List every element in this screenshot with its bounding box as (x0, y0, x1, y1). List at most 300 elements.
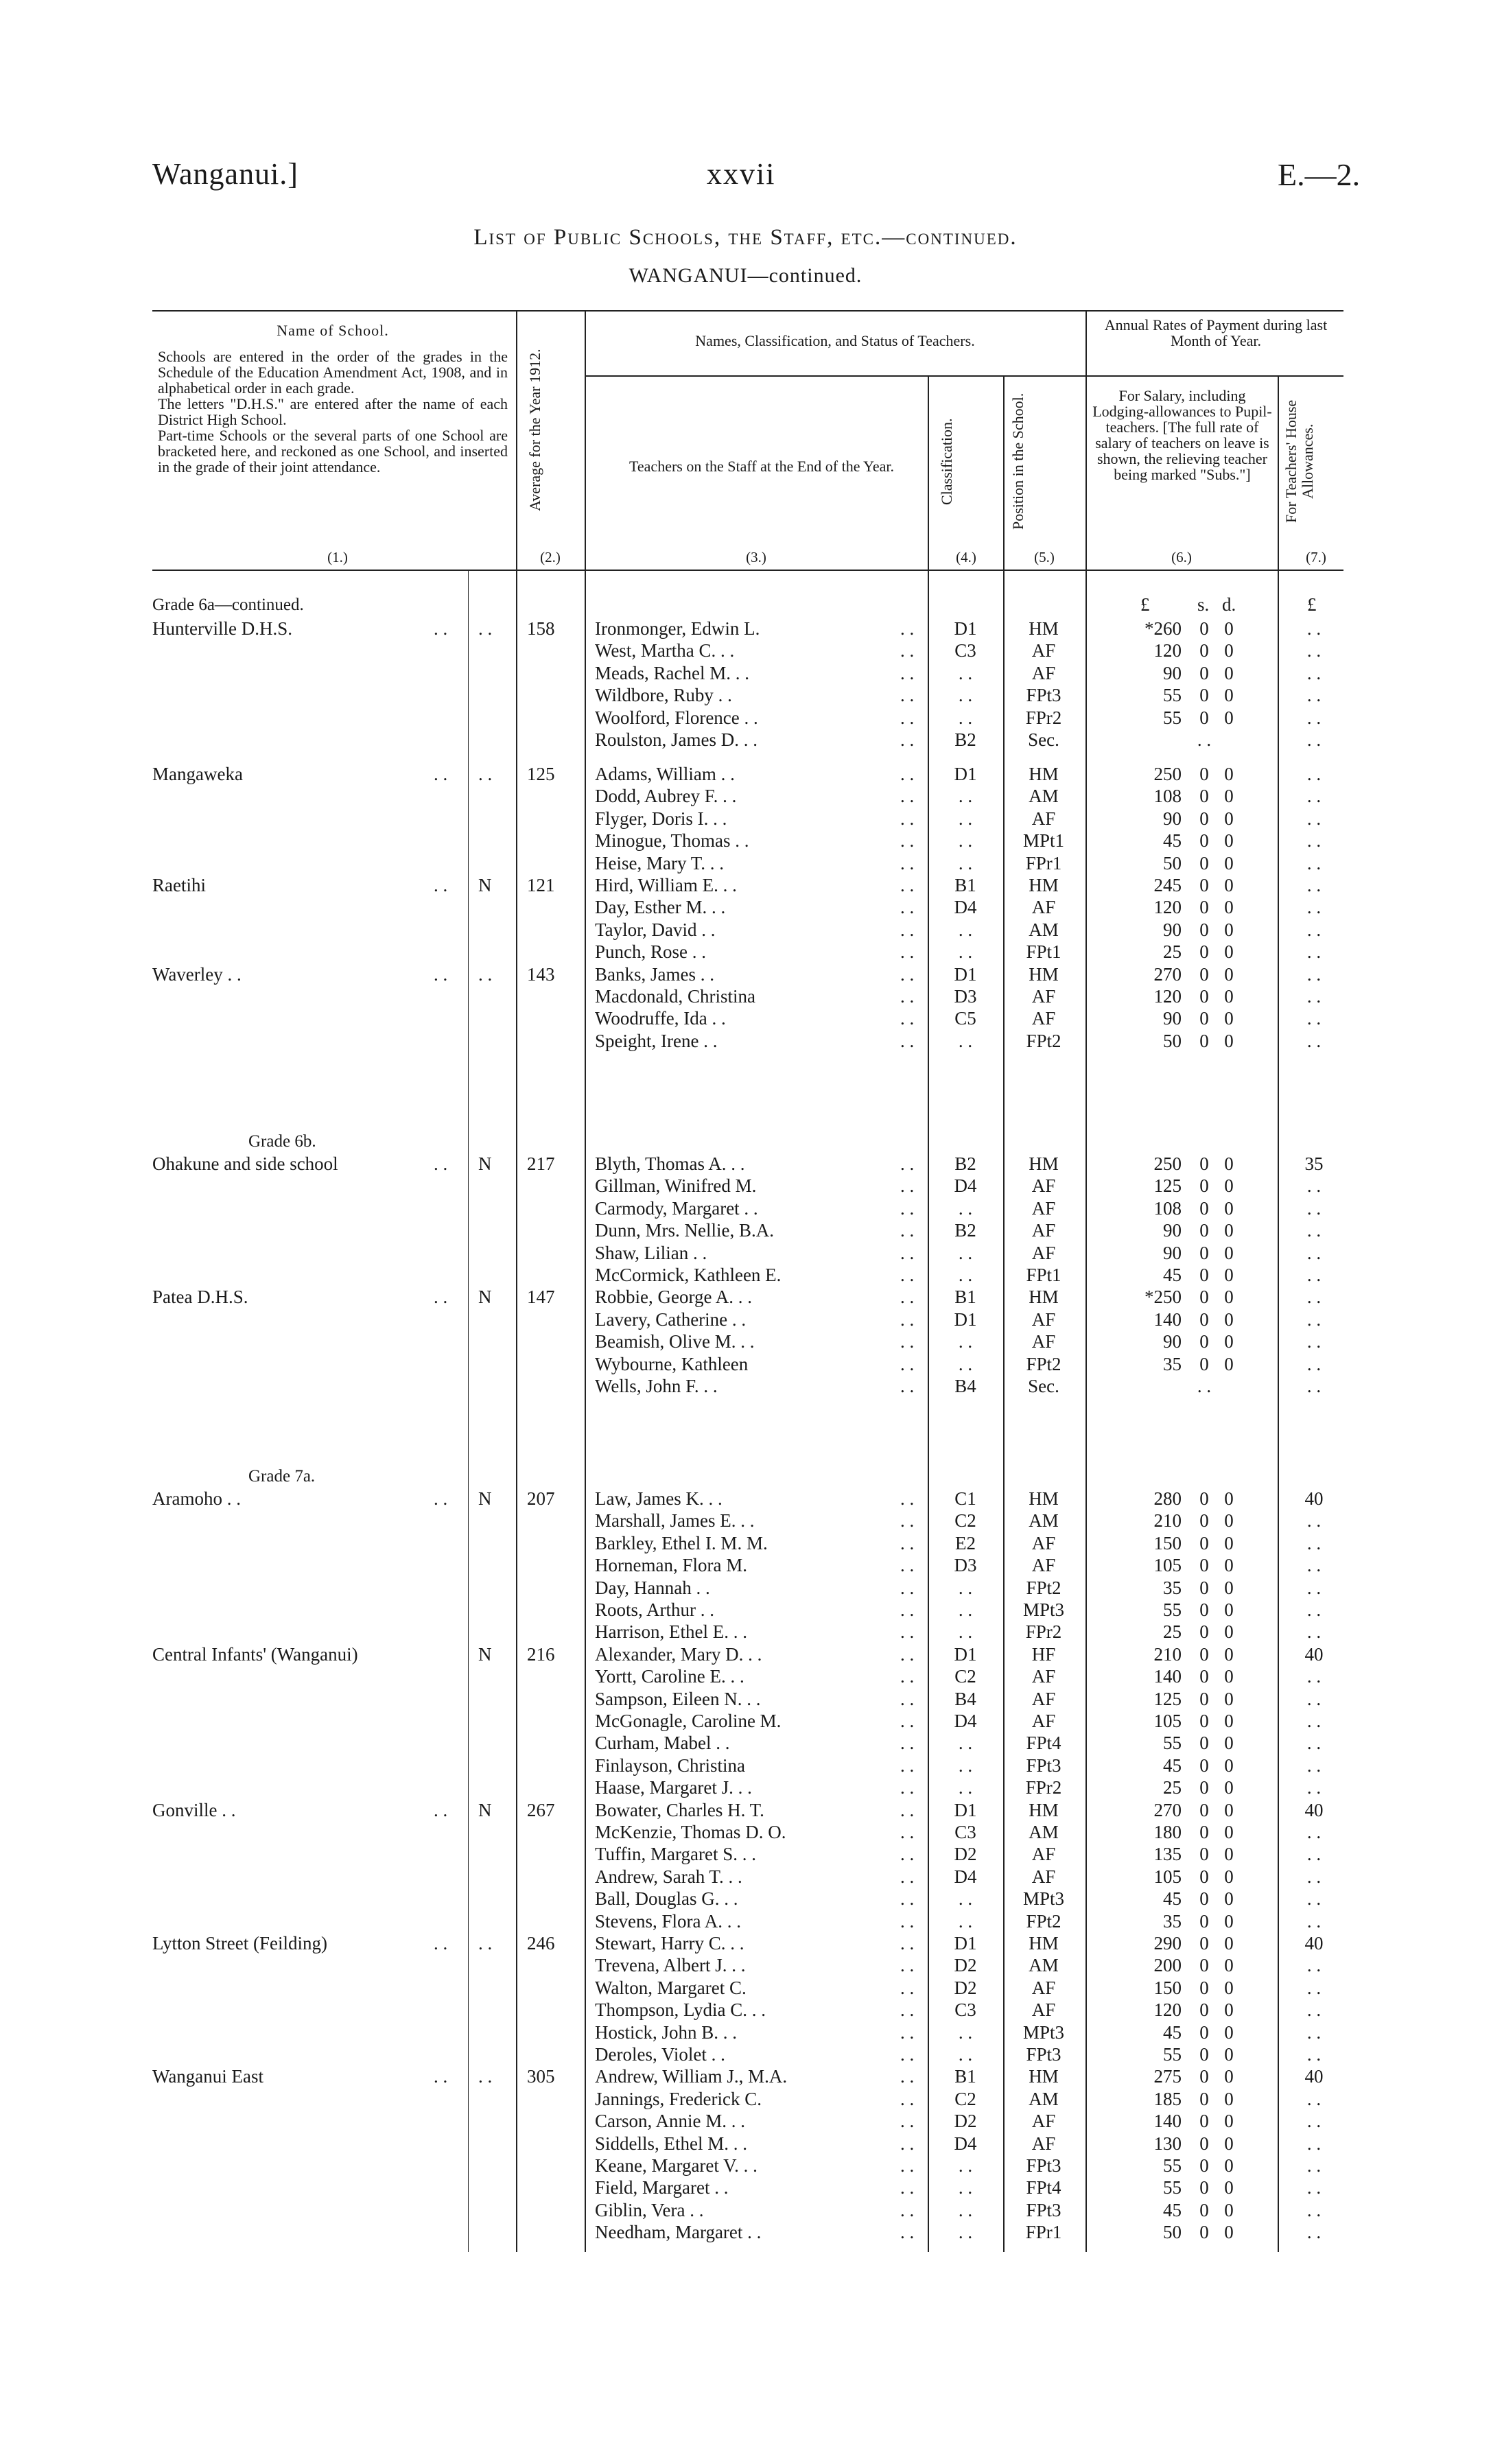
salary-shillings: 0 (1199, 1220, 1209, 1241)
teacher-name: Robbie, George A. . . (595, 1287, 752, 1308)
salary-shillings: 0 (1199, 1242, 1209, 1263)
house-allowance: 40 (1304, 1799, 1324, 1820)
salary-pounds: 25 (1163, 941, 1182, 963)
salary-pounds: 120 (1153, 986, 1182, 1007)
house-allowance: . . (1306, 1510, 1322, 1532)
salary-pence: 0 (1224, 1666, 1234, 1687)
leader-dots: . . (900, 852, 915, 873)
page-title: List of Public Schools, the Staff, etc.—continued. (473, 225, 1018, 250)
salary-pence: 0 (1224, 1688, 1234, 1709)
salary-pounds: 45 (1163, 1888, 1182, 1910)
teacher-name: McCormick, Kathleen E. (595, 1265, 782, 1285)
classification: . . (958, 1353, 973, 1374)
table-row (0, 2199, 1491, 2221)
average-attendance: 147 (527, 1287, 555, 1308)
table-row (0, 896, 1491, 918)
salary-pounds: 55 (1163, 2044, 1182, 2065)
table-row (0, 852, 1491, 874)
average-attendance: 217 (527, 1153, 555, 1174)
classification: E2 (955, 1532, 976, 1553)
table-row (0, 808, 1491, 830)
position: AF (1031, 1242, 1056, 1263)
salary-shillings: 0 (1199, 1866, 1209, 1887)
house-allowance: . . (1306, 1309, 1322, 1330)
leader-dots: . . (900, 2222, 915, 2243)
leader-dots: . . (900, 1733, 915, 1754)
col3-heading: Teachers on the Staff at the End of the Year. (629, 458, 894, 475)
position: FPt2 (1026, 1910, 1061, 1932)
classification: B2 (954, 729, 976, 750)
table-row (0, 729, 1491, 751)
salary-pounds: 210 (1153, 1643, 1182, 1665)
salary-pence: 0 (1224, 875, 1234, 895)
salary-shillings: 0 (1199, 2222, 1209, 2243)
salary-pence: 0 (1224, 2088, 1234, 2109)
house-allowance: . . (1306, 1666, 1322, 1687)
school-name: Aramoho . . (152, 1488, 241, 1509)
house-allowance: . . (1306, 1688, 1322, 1709)
leader-dots: . . (434, 618, 448, 639)
classification: D4 (954, 1711, 977, 1731)
position: MPt3 (1022, 1599, 1065, 1620)
leader-dots: . . (900, 1888, 915, 1910)
average-attendance: 143 (527, 963, 555, 985)
leader-dots: . . (900, 1488, 915, 1509)
leader-dots: . . (434, 764, 448, 784)
house-allowance: . . (1306, 1777, 1322, 1798)
salary-pence: 0 (1224, 1242, 1234, 1263)
classification: . . (958, 852, 973, 873)
salary-pounds: 35 (1163, 1353, 1182, 1374)
salary-shillings: 0 (1199, 941, 1209, 963)
teacher-name: Law, James K. . . (595, 1488, 723, 1509)
teacher-name: Shaw, Lilian . . (595, 1242, 707, 1263)
joint-marker: . . (478, 764, 493, 784)
table-row (0, 1219, 1491, 1241)
table-row (0, 941, 1491, 963)
table-row (0, 707, 1491, 729)
leader-dots: . . (900, 1755, 915, 1776)
leader-dots: . . (900, 618, 915, 639)
teacher-name: Day, Esther M. . . (595, 897, 726, 918)
position: AF (1031, 1175, 1056, 1197)
position: Sec. (1028, 729, 1059, 750)
salary-shillings: 0 (1199, 1331, 1209, 1352)
house-allowance: . . (1306, 1822, 1322, 1842)
position: FPt1 (1026, 941, 1061, 963)
salary-shillings: 0 (1199, 986, 1209, 1007)
salary-pounds: 120 (1153, 1999, 1182, 2021)
house-allowance: . . (1306, 786, 1322, 807)
teacher-name: Ironmonger, Edwin L. (595, 618, 760, 639)
classification: D3 (954, 986, 977, 1007)
leader-dots: . . (900, 963, 915, 985)
table-row (0, 1932, 1491, 1954)
teacher-name: Flyger, Doris I. . . (595, 808, 727, 829)
house-allowance: . . (1306, 1733, 1322, 1754)
salary-pounds: 35 (1163, 1910, 1182, 1932)
classification: B1 (954, 1287, 976, 1308)
leader-dots: . . (900, 1030, 915, 1051)
house-allowance: . . (1306, 2111, 1322, 2132)
position: AF (1031, 808, 1056, 829)
salary-pounds: 45 (1163, 830, 1182, 852)
grade-heading: Grade 7a. (248, 1467, 316, 1486)
salary-pence: 0 (1224, 685, 1234, 706)
salary-pence: 0 (1224, 1599, 1234, 1620)
salary-shillings: 0 (1199, 897, 1209, 918)
leader-dots: . . (900, 897, 915, 918)
salary-shillings: 0 (1199, 685, 1209, 706)
col2-heading: Average for the Year 1912. (526, 349, 543, 512)
classification: D4 (954, 1175, 977, 1197)
joint-marker: N (478, 1153, 492, 1174)
table-row (0, 1954, 1491, 1976)
position: FPt2 (1026, 1577, 1061, 1598)
salary-shillings: 0 (1199, 1577, 1209, 1598)
school-name: Gonville . . (152, 1799, 236, 1820)
average-attendance: 207 (527, 1488, 555, 1509)
house-allowance: . . (1306, 2021, 1322, 2043)
classification: D1 (954, 1933, 977, 1953)
house-allowance: . . (1306, 2222, 1322, 2243)
house-allowance: . . (1306, 1555, 1322, 1576)
salary-shillings: 0 (1199, 1153, 1209, 1174)
salary-shillings: . . (1197, 729, 1212, 750)
position: AM (1029, 919, 1059, 940)
teacher-name: Horneman, Flora M. (595, 1555, 747, 1576)
salary-pence: 0 (1224, 1008, 1234, 1029)
salary-pounds: 250 (1153, 1153, 1182, 1174)
classification: . . (958, 1733, 973, 1754)
leader-dots: . . (900, 1688, 915, 1709)
table-row (0, 1643, 1491, 1665)
house-allowance: . . (1306, 1999, 1322, 2021)
leader-dots: . . (900, 685, 915, 706)
joint-marker: N (478, 1799, 492, 1820)
house-allowance: . . (1306, 897, 1322, 918)
classification: C5 (954, 1008, 976, 1029)
leader-dots: . . (900, 2133, 915, 2154)
salary-pence: 0 (1224, 1844, 1234, 1865)
average-attendance: 305 (527, 2066, 555, 2087)
salary-shillings: 0 (1199, 1555, 1209, 1576)
position: AF (1031, 1331, 1056, 1352)
salary-shillings: 0 (1199, 2044, 1209, 2065)
salary-pounds: 105 (1153, 1711, 1182, 1731)
leader-dots: . . (900, 1331, 915, 1352)
teacher-name: Keane, Margaret V. . . (595, 2155, 758, 2176)
salary-pence: 0 (1224, 2133, 1234, 2154)
house-allowance: 40 (1304, 1643, 1324, 1665)
position: AF (1031, 1008, 1056, 1029)
table-row (0, 919, 1491, 941)
salary-pounds: 210 (1153, 1510, 1182, 1532)
house-allowance: . . (1306, 685, 1322, 706)
salary-pence: 0 (1224, 1510, 1234, 1532)
table-row (0, 1910, 1491, 1932)
leader-dots: . . (900, 1799, 915, 1820)
teacher-name: Andrew, William J., M.A. (595, 2066, 788, 2087)
teacher-name: Carson, Annie M. . . (595, 2111, 745, 2132)
leader-dots: . . (900, 640, 915, 661)
teacher-name: Curham, Mabel . . (595, 1733, 730, 1754)
teacher-name: Blyth, Thomas A. . . (595, 1153, 745, 1174)
table-row (0, 2065, 1491, 2087)
table-row (0, 2088, 1491, 2110)
salary-pence: 0 (1224, 941, 1234, 963)
classification: . . (958, 830, 973, 852)
teacher-name: Speight, Irene . . (595, 1030, 718, 1051)
teacher-name: Yortt, Caroline E. . . (595, 1666, 744, 1687)
col4-number: (4.) (956, 549, 976, 565)
leader-dots: . . (900, 2111, 915, 2132)
position: HM (1029, 1488, 1059, 1509)
salary-shillings: 0 (1199, 2155, 1209, 2176)
salary-pence: 0 (1224, 1621, 1234, 1643)
salary-pounds: 125 (1153, 1175, 1182, 1197)
school-name: Patea D.H.S. (152, 1287, 248, 1308)
position: AF (1031, 1844, 1056, 1865)
page-number: xxvii (707, 157, 776, 191)
average-attendance: 267 (527, 1799, 555, 1820)
table-row (0, 1197, 1491, 1219)
position: AF (1031, 897, 1056, 918)
house-allowance: . . (1306, 1599, 1322, 1620)
table-row (0, 1577, 1491, 1599)
salary-pence: 0 (1224, 897, 1234, 918)
table-row (0, 1843, 1491, 1865)
teacher-name: Meads, Rachel M. . . (595, 662, 749, 683)
table-row (0, 1710, 1491, 1732)
position: HM (1029, 618, 1059, 639)
header-mid-rule (585, 375, 1343, 377)
classification: . . (958, 2222, 973, 2243)
teacher-name: Andrew, Sarah T. . . (595, 1866, 742, 1887)
school-name: Lytton Street (Feilding) (152, 1933, 327, 1953)
salary-pounds: 120 (1153, 640, 1182, 661)
house-allowance: . . (1306, 852, 1322, 873)
salary-pence: 0 (1224, 1711, 1234, 1731)
leader-dots: . . (900, 1532, 915, 1553)
salary-shillings: 0 (1199, 764, 1209, 784)
salary-pounds: 50 (1163, 852, 1182, 873)
teacher-name: Siddells, Ethel M. . . (595, 2133, 747, 2154)
leader-dots: . . (900, 1577, 915, 1598)
leader-dots: . . (900, 1643, 915, 1665)
table-row (0, 1554, 1491, 1576)
table-row (0, 1264, 1491, 1286)
classification: C1 (954, 1488, 976, 1509)
teacher-name: Stewart, Harry C. . . (595, 1933, 744, 1953)
leader-dots: . . (900, 786, 915, 807)
school-name: Waverley . . (152, 963, 242, 985)
salary-pence: 0 (1224, 640, 1234, 661)
teacher-name: Banks, James . . (595, 963, 714, 985)
classification: B4 (954, 1688, 976, 1709)
col5-number: (5.) (1034, 549, 1055, 565)
position: HM (1029, 764, 1059, 784)
leader-dots: . . (900, 1309, 915, 1330)
position: AF (1031, 1197, 1056, 1219)
table-row (0, 1030, 1491, 1052)
position: AM (1029, 786, 1059, 807)
classification: D4 (954, 2133, 977, 2154)
table-row (0, 1688, 1491, 1710)
teacher-name: Jannings, Frederick C. (595, 2088, 762, 2109)
table-row (0, 1353, 1491, 1375)
col4-heading: Classification. (938, 418, 955, 505)
house-allowance: . . (1306, 1955, 1322, 1976)
joint-marker: N (478, 1643, 492, 1665)
leader-dots: . . (900, 1955, 915, 1976)
teacher-name: Dunn, Mrs. Nellie, B.A. (595, 1220, 774, 1241)
header-bottom-rule (152, 570, 1343, 571)
leader-dots: . . (434, 1153, 448, 1174)
salary-shillings: 0 (1199, 852, 1209, 873)
salary-pounds: 270 (1153, 1799, 1182, 1820)
teacher-name: Lavery, Catherine . . (595, 1309, 747, 1330)
position: AF (1031, 1866, 1056, 1887)
table-row (0, 1375, 1491, 1397)
position: FPt1 (1026, 1265, 1061, 1285)
house-allowance: 35 (1304, 1153, 1324, 1174)
salary-pence: 0 (1224, 1220, 1234, 1241)
leader-dots: . . (434, 963, 448, 985)
house-allowance: . . (1306, 1621, 1322, 1643)
classification: . . (958, 1197, 973, 1219)
table-row (0, 2110, 1491, 2132)
salary-pounds: 25 (1163, 1777, 1182, 1798)
classification: . . (958, 1777, 973, 1798)
position: FPt2 (1026, 1030, 1061, 1051)
teacher-name: Heise, Mary T. . . (595, 852, 724, 873)
table-row (0, 1621, 1491, 1643)
school-name: Mangaweka (152, 764, 243, 784)
teacher-name: Deroles, Violet . . (595, 2044, 725, 2065)
salary-pounds: 125 (1153, 1688, 1182, 1709)
position: AF (1031, 1555, 1056, 1576)
salary-pounds: 180 (1153, 1822, 1182, 1842)
classification: D4 (954, 1866, 977, 1887)
classification: D2 (954, 1844, 977, 1865)
house-allowance: 40 (1304, 1933, 1324, 1953)
position: AM (1029, 1955, 1059, 1976)
position: AF (1031, 1309, 1056, 1330)
table-row (0, 1007, 1491, 1029)
school-name: Central Infants' (Wanganui) (152, 1643, 358, 1665)
leader-dots: . . (900, 1666, 915, 1687)
classification: . . (958, 1331, 973, 1352)
salary-shillings: 0 (1199, 1030, 1209, 1051)
teacher-name: Wildbore, Ruby . . (595, 685, 732, 706)
table-row (0, 2043, 1491, 2065)
teacher-name: Punch, Rose . . (595, 941, 706, 963)
house-allowance: . . (1306, 1755, 1322, 1776)
table-row (0, 1510, 1491, 1532)
salary-pence: 0 (1224, 1532, 1234, 1553)
salary-shillings: 0 (1199, 1488, 1209, 1509)
salary-pence: 0 (1224, 1287, 1234, 1308)
school-name: Wanganui East (152, 2066, 264, 2087)
classification: C3 (954, 1999, 976, 2021)
salary-pounds: 55 (1163, 685, 1182, 706)
position: AF (1031, 2111, 1056, 2132)
classification: D2 (954, 2111, 977, 2132)
leader-dots: . . (900, 2155, 915, 2176)
salary-pence: 0 (1224, 1309, 1234, 1330)
salary-shillings: 0 (1199, 1197, 1209, 1219)
salary-pounds: 45 (1163, 1755, 1182, 1776)
salary-shillings: 0 (1199, 1844, 1209, 1865)
salary-pence: 0 (1224, 1933, 1234, 1953)
salary-pence: 0 (1224, 1030, 1234, 1051)
house-allowance: . . (1306, 1265, 1322, 1285)
position: AF (1031, 1532, 1056, 1553)
classification: B1 (954, 875, 976, 895)
salary-pounds: 55 (1163, 1733, 1182, 1754)
salary-pence: 0 (1224, 963, 1234, 985)
page-header-right: E.—2. (1278, 157, 1361, 192)
classification: . . (958, 1755, 973, 1776)
classification: . . (958, 941, 973, 963)
salary-pounds: 90 (1163, 1331, 1182, 1352)
salary-pence: 0 (1224, 1175, 1234, 1197)
salary-pounds: 50 (1163, 1030, 1182, 1051)
salary-pence: 0 (1224, 1866, 1234, 1887)
leader-dots: . . (434, 1488, 448, 1509)
table-row (0, 1799, 1491, 1821)
teacher-name: Macdonald, Christina (595, 986, 755, 1007)
table-row (0, 874, 1491, 896)
leader-dots: . . (900, 941, 915, 963)
salary-pence: 0 (1224, 986, 1234, 1007)
salary-shillings: 0 (1199, 1287, 1209, 1308)
salary-pence: 0 (1224, 830, 1234, 852)
salary-pence: 0 (1224, 2199, 1234, 2220)
average-attendance: 125 (527, 764, 555, 784)
house-allowance: . . (1306, 1331, 1322, 1352)
leader-dots: . . (900, 1977, 915, 1998)
classification: . . (958, 1599, 973, 1620)
classification: D2 (954, 1955, 977, 1976)
teacher-name: Trevena, Albert J. . . (595, 1955, 746, 1976)
table-row (0, 1532, 1491, 1554)
joint-marker: . . (478, 963, 493, 985)
leader-dots: . . (900, 1008, 915, 1029)
classification: B1 (954, 2066, 976, 2087)
table-row (0, 985, 1491, 1007)
salary-pounds: 120 (1153, 897, 1182, 918)
classification: C3 (954, 640, 976, 661)
salary-pence: 0 (1224, 1955, 1234, 1976)
table-row (0, 640, 1491, 661)
classification: D1 (954, 1309, 977, 1330)
salary-pence: 0 (1224, 1488, 1234, 1509)
average-attendance: 158 (527, 618, 555, 639)
salary-shillings: 0 (1199, 1999, 1209, 2021)
position: AM (1029, 2088, 1059, 2109)
school-name: Hunterville D.H.S. (152, 618, 292, 639)
salary-pounds: 270 (1153, 963, 1182, 985)
classification: D1 (954, 618, 977, 639)
salary-pounds: *260 (1144, 618, 1182, 639)
salary-pounds: 140 (1153, 2111, 1182, 2132)
house-allowance: . . (1306, 1175, 1322, 1197)
salary-pence: 0 (1224, 1822, 1234, 1842)
house-allowance: . . (1306, 764, 1322, 784)
salary-pence: 0 (1224, 1555, 1234, 1576)
